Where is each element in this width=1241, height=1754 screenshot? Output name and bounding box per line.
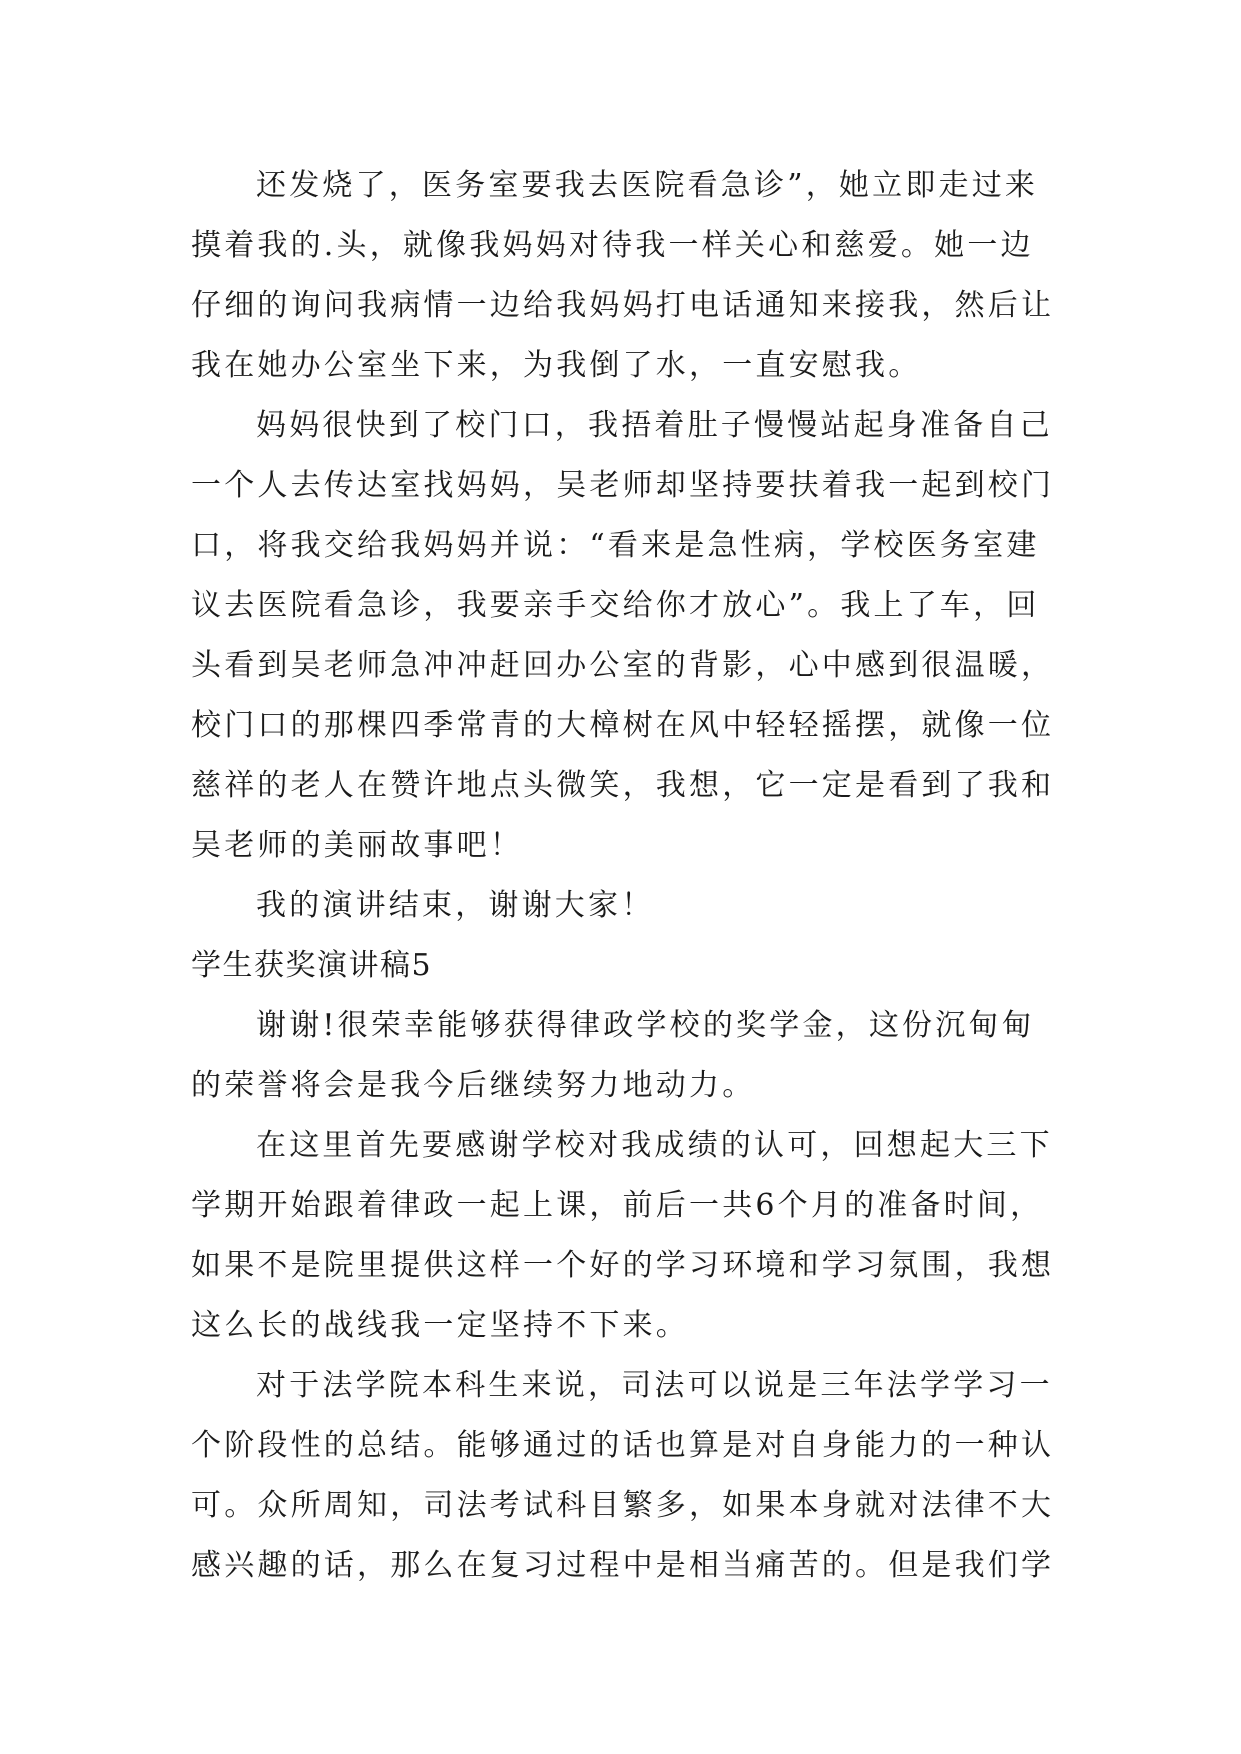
paragraph-line: 对于法学院本科生来说，司法可以说是三年法学学习一 [256, 1368, 1053, 1403]
paragraph-line: 这么长的战线我一定坚持不下来。 [191, 1308, 689, 1343]
paragraph-line: 校门口的那棵四季常青的大樟树在风中轻轻摇摆，就像一位 [191, 708, 1055, 743]
paragraph-line: 学期开始跟着律政一起上课，前后一共6个月的准备时间， [191, 1188, 1044, 1223]
paragraph-line: 的荣誉将会是我今后继续努力地动力。 [191, 1068, 756, 1103]
paragraph-line: 一个人去传达室找妈妈，吴老师却坚持要扶着我一起到校门 [191, 468, 1055, 503]
paragraph-line: 谢谢!很荣幸能够获得律政学校的奖学金，这份沉甸甸 [256, 1008, 1035, 1043]
paragraph-line: 摸着我的.头，就像我妈妈对待我一样关心和慈爱。她一边 [191, 228, 1034, 263]
paragraph-line: 口，将我交给我妈妈并说：“看来是急性病，学校医务室建 [191, 528, 1040, 563]
paragraph-line: 我在她办公室坐下来，为我倒了水，一直安慰我。 [191, 348, 922, 383]
paragraph-line: 在这里首先要感谢学校对我成绩的认可，回想起大三下 [256, 1128, 1053, 1163]
paragraph-line: 如果不是院里提供这样一个好的学习环境和学习氛围，我想 [191, 1248, 1055, 1283]
paragraph-line: 可。众所周知，司法考试科目繁多，如果本身就对法律不大 [191, 1488, 1055, 1523]
paragraph-line: 议去医院看急诊，我要亲手交给你才放心”。我上了车，回 [191, 588, 1040, 623]
paragraph-line: 吴老师的美丽故事吧！ [191, 828, 523, 863]
paragraph-line: 个阶段性的总结。能够通过的话也算是对自身能力的一种认 [191, 1428, 1055, 1463]
paragraph-line: 仔细的询问我病情一边给我妈妈打电话通知来接我，然后让 [191, 288, 1055, 323]
paragraph-line: 还发烧了，医务室要我去医院看急诊”，她立即走过来 [256, 168, 1039, 203]
paragraph-line: 我的演讲结束，谢谢大家！ [256, 888, 655, 923]
paragraph-line: 慈祥的老人在赞许地点头微笑，我想，它一定是看到了我和 [191, 768, 1055, 803]
paragraph-line: 头看到吴老师急冲冲赶回办公室的背影，心中感到很温暖， [191, 648, 1055, 683]
paragraph-line: 妈妈很快到了校门口，我捂着肚子慢慢站起身准备自己 [256, 408, 1053, 443]
paragraph-line: 感兴趣的话，那么在复习过程中是相当痛苦的。但是我们学 [191, 1548, 1055, 1583]
section-title: 学生获奖演讲稿5 [191, 948, 433, 983]
